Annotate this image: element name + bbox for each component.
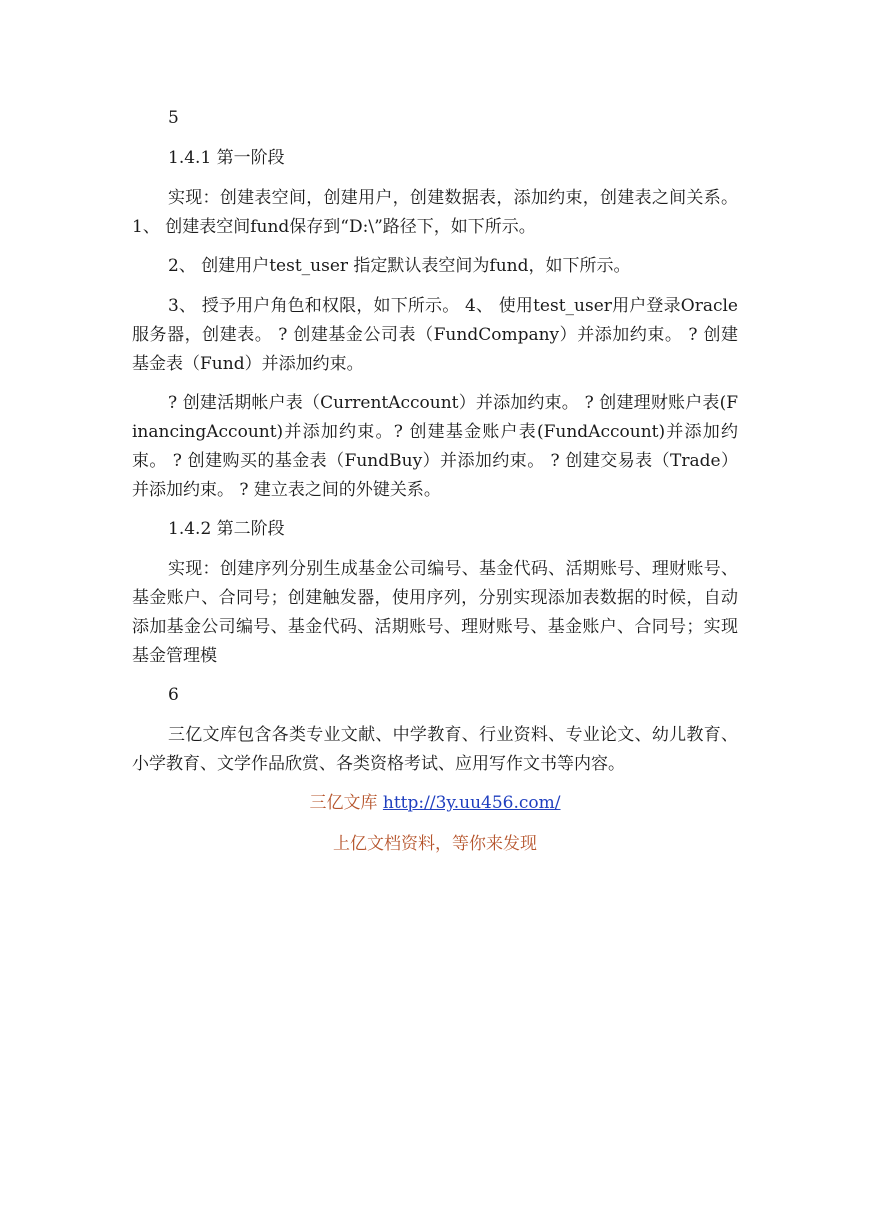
section-heading-1-4-2: 1.4.2 第二阶段 <box>168 519 285 539</box>
footer-slogan: 上亿文档资料，等你来发现 <box>333 834 537 854</box>
section-heading-1-4-1: 1.4.1 第一阶段 <box>168 148 285 168</box>
paragraph-library-description: 三亿文库包含各类专业文献、中学教育、行业资料、专业论文、幼儿教育、小学教育、文学作品欣赏、各类资格考试、应用写作文书等内容。 <box>132 725 738 774</box>
paragraph-grant-roles: 3、 授予用户角色和权限，如下所示。 4、 使用test_user用户登录Oracle服务器，创建表。 ? 创建基金公司表（FundCompany）并添加约束。 ? 创建基金表（Fund）并添加约束。 <box>132 296 738 374</box>
footer-site-link[interactable]: http://3y.uu456.com/ <box>382 793 561 813</box>
page-number-5: 5 <box>168 108 179 128</box>
paragraph-create-user: 2、 创建用户test_user 指定默认表空间为fund，如下所示。 <box>168 256 631 276</box>
paragraph-stage1-intro: 实现：创建表空间，创建用户，创建数据表，添加约束，创建表之间关系。 1、 创建表空间fund保存到“D:\”路径下，如下所示。 <box>132 188 738 237</box>
paragraph-create-tables: ? 创建活期帐户表（CurrentAccount）并添加约束。 ? 创建理财账户表(FinancingAccount)并添加约束。? 创建基金账户表(FundAccount)并添加约束。 ? 创建购买的基金表（FundBuy）并添加约束。 ? 创建交易表（Trade）并添加约束。 ? 建立表之间的外键关系。 <box>132 393 738 500</box>
document-page <box>132 104 738 859</box>
footer-site-name: 三亿文库 <box>309 793 378 813</box>
paragraph-stage2: 实现：创建序列分别生成基金公司编号、基金代码、活期账号、理财账号、基金账户、合同号；创建触发器，使用序列，分别实现添加表数据的时候，自动添加基金公司编号、基金代码、活期账号、理财账号、基金账户、合同号；实现基金管理模 <box>132 559 738 666</box>
page-number-6: 6 <box>168 685 179 705</box>
footer-site-line <box>132 789 738 818</box>
